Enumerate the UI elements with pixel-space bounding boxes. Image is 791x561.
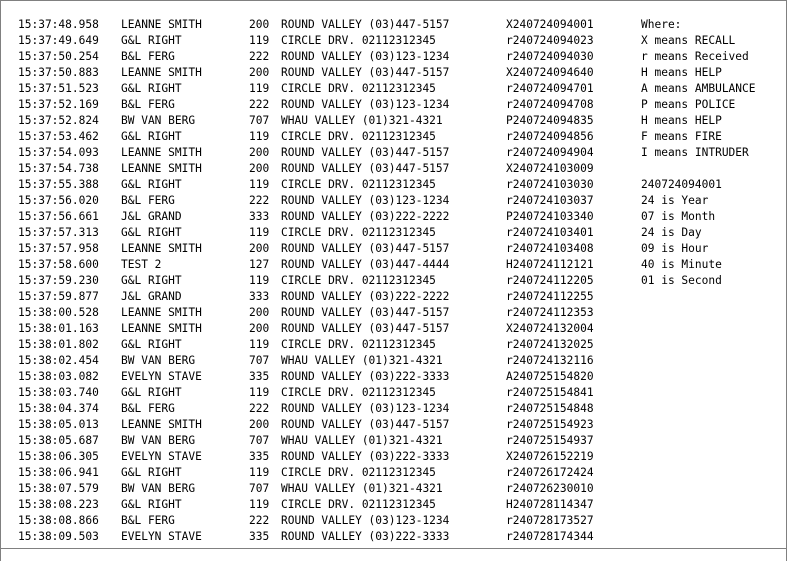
log-event-id: r240726172424: [506, 466, 594, 479]
log-code: 119: [249, 466, 270, 479]
log-address: ROUND VALLEY (03)447-5157: [281, 162, 450, 175]
log-time: 15:38:08.223: [18, 498, 99, 511]
log-code: 200: [249, 322, 270, 335]
log-address: ROUND VALLEY (03)222-3333: [281, 530, 450, 543]
legend-breakdown-line: 40 is Minute: [641, 258, 722, 271]
log-name: EVELYN STAVE: [121, 530, 202, 543]
legend-code-line: X means RECALL: [641, 34, 736, 47]
log-code: 119: [249, 386, 270, 399]
legend-breakdown-line: 07 is Month: [641, 210, 716, 223]
log-code: 222: [249, 194, 270, 207]
log-name: LEANNE SMITH: [121, 162, 202, 175]
log-address: WHAU VALLEY (01)321-4321: [281, 354, 443, 367]
legend-breakdown-line: 01 is Second: [641, 274, 722, 287]
legend-code-line: A means AMBULANCE: [641, 82, 756, 95]
log-address: WHAU VALLEY (01)321-4321: [281, 482, 443, 495]
log-address: CIRCLE DRV. 02112312345: [281, 466, 436, 479]
log-event-id: X240724094001: [506, 18, 594, 31]
log-code: 119: [249, 226, 270, 239]
log-code: 200: [249, 18, 270, 31]
legend-code-line: F means FIRE: [641, 130, 722, 143]
log-address: ROUND VALLEY (03)222-3333: [281, 370, 450, 383]
log-code: 222: [249, 514, 270, 527]
log-time: 15:38:01.802: [18, 338, 99, 351]
log-code: 200: [249, 306, 270, 319]
log-address: CIRCLE DRV. 02112312345: [281, 34, 436, 47]
log-event-id: r240726230010: [506, 482, 594, 495]
log-address: WHAU VALLEY (01)321-4321: [281, 434, 443, 447]
log-address: CIRCLE DRV. 02112312345: [281, 82, 436, 95]
legend-code-line: P means POLICE: [641, 98, 736, 111]
log-event-id: r240725154848: [506, 402, 594, 415]
log-name: LEANNE SMITH: [121, 18, 202, 31]
log-name: B&L FERG: [121, 50, 175, 63]
log-name: G&L RIGHT: [121, 498, 182, 511]
log-address: ROUND VALLEY (03)123-1234: [281, 402, 450, 415]
log-code: 222: [249, 50, 270, 63]
log-code: 119: [249, 130, 270, 143]
log-name: J&L GRAND: [121, 290, 182, 303]
log-address: ROUND VALLEY (03)447-5157: [281, 146, 450, 159]
log-address: WHAU VALLEY (01)321-4321: [281, 114, 443, 127]
log-address: CIRCLE DRV. 02112312345: [281, 498, 436, 511]
log-code: 707: [249, 482, 270, 495]
log-code: 119: [249, 274, 270, 287]
log-event-id: r240724094030: [506, 50, 594, 63]
log-name: EVELYN STAVE: [121, 450, 202, 463]
log-time: 15:37:57.313: [18, 226, 99, 239]
log-address: ROUND VALLEY (03)447-5157: [281, 18, 450, 31]
log-name: LEANNE SMITH: [121, 146, 202, 159]
log-time: 15:38:05.013: [18, 418, 99, 431]
log-name: G&L RIGHT: [121, 82, 182, 95]
log-code: 335: [249, 370, 270, 383]
legend-panel: [641, 17, 756, 289]
legend-code-line: r means Received: [641, 50, 749, 63]
log-code: 200: [249, 242, 270, 255]
log-event-id: r240725154841: [506, 386, 594, 399]
log-address: ROUND VALLEY (03)447-5157: [281, 306, 450, 319]
log-time: 15:37:54.093: [18, 146, 99, 159]
log-time: 15:38:06.941: [18, 466, 99, 479]
log-event-id: X240724103009: [506, 162, 594, 175]
log-code: 119: [249, 82, 270, 95]
log-address: ROUND VALLEY (03)447-5157: [281, 322, 450, 335]
log-address: CIRCLE DRV. 02112312345: [281, 386, 436, 399]
log-name: BW VAN BERG: [121, 354, 196, 367]
legend-spacer: [641, 161, 756, 177]
log-time: 15:38:06.305: [18, 450, 99, 463]
log-code: 333: [249, 290, 270, 303]
log-name: TEST 2: [121, 258, 162, 271]
log-event-id: r240724103030: [506, 178, 594, 191]
log-name: EVELYN STAVE: [121, 370, 202, 383]
log-window-bottom-border: [0, 548, 787, 549]
legend-example-id: 240724094001: [641, 178, 722, 191]
log-event-id: P240724103340: [506, 210, 594, 223]
log-name: G&L RIGHT: [121, 386, 182, 399]
log-event-id: r240724094856: [506, 130, 594, 143]
log-time: 15:38:01.163: [18, 322, 99, 335]
legend-code-line: I means INTRUDER: [641, 146, 749, 159]
log-name: LEANNE SMITH: [121, 66, 202, 79]
log-address: ROUND VALLEY (03)447-4444: [281, 258, 450, 271]
log-event-id: r240724132025: [506, 338, 594, 351]
log-time: 15:37:59.230: [18, 274, 99, 287]
log-event-id: r240724094023: [506, 34, 594, 47]
log-event-id: X240724094640: [506, 66, 594, 79]
legend-code-line: H means HELP: [641, 66, 722, 79]
log-address: ROUND VALLEY (03)447-5157: [281, 66, 450, 79]
log-event-id: r240728174344: [506, 530, 594, 543]
log-code: 127: [249, 258, 270, 271]
log-code: 222: [249, 402, 270, 415]
log-name: J&L GRAND: [121, 210, 182, 223]
log-time: 15:37:56.020: [18, 194, 99, 207]
log-name: BW VAN BERG: [121, 434, 196, 447]
log-name: LEANNE SMITH: [121, 418, 202, 431]
log-address: CIRCLE DRV. 02112312345: [281, 338, 436, 351]
log-time: 15:38:07.579: [18, 482, 99, 495]
log-time: 15:38:08.866: [18, 514, 99, 527]
log-time: 15:37:48.958: [18, 18, 99, 31]
log-address: ROUND VALLEY (03)222-2222: [281, 290, 450, 303]
log-code: 707: [249, 114, 270, 127]
log-code: 335: [249, 530, 270, 543]
log-time: 15:37:56.661: [18, 210, 99, 223]
log-address: CIRCLE DRV. 02112312345: [281, 226, 436, 239]
log-code: 200: [249, 146, 270, 159]
log-address: ROUND VALLEY (03)447-5157: [281, 418, 450, 431]
log-address: CIRCLE DRV. 02112312345: [281, 130, 436, 143]
log-name: B&L FERG: [121, 402, 175, 415]
log-time: 15:37:52.824: [18, 114, 99, 127]
log-time: 15:37:54.738: [18, 162, 99, 175]
legend-heading: Where:: [641, 18, 682, 31]
log-name: BW VAN BERG: [121, 482, 196, 495]
log-time: 15:38:04.374: [18, 402, 99, 415]
log-code: 119: [249, 338, 270, 351]
log-name: LEANNE SMITH: [121, 242, 202, 255]
log-name: B&L FERG: [121, 98, 175, 111]
legend-breakdown-line: 09 is Hour: [641, 242, 709, 255]
log-name: BW VAN BERG: [121, 114, 196, 127]
log-time: 15:37:50.883: [18, 66, 99, 79]
log-time: 15:37:57.958: [18, 242, 99, 255]
log-code: 119: [249, 498, 270, 511]
log-event-id: X240726152219: [506, 450, 594, 463]
log-name: B&L FERG: [121, 194, 175, 207]
log-code: 119: [249, 178, 270, 191]
log-code: 707: [249, 354, 270, 367]
legend-code-line: H means HELP: [641, 114, 722, 127]
log-event-id: r240724112205: [506, 274, 594, 287]
log-code: 707: [249, 434, 270, 447]
log-address: CIRCLE DRV. 02112312345: [281, 178, 436, 191]
log-event-id: r240725154937: [506, 434, 594, 447]
log-event-id: r240724094701: [506, 82, 594, 95]
log-code: 119: [249, 34, 270, 47]
log-address: ROUND VALLEY (03)123-1234: [281, 194, 450, 207]
log-event-id: r240724103037: [506, 194, 594, 207]
log-time: 15:38:05.687: [18, 434, 99, 447]
log-event-id: r240724103401: [506, 226, 594, 239]
log-name: G&L RIGHT: [121, 274, 182, 287]
log-address: CIRCLE DRV. 02112312345: [281, 274, 436, 287]
log-event-id: r240724112353: [506, 306, 594, 319]
log-event-id: r240724094904: [506, 146, 594, 159]
log-address: ROUND VALLEY (03)222-2222: [281, 210, 450, 223]
log-time: 15:37:59.877: [18, 290, 99, 303]
log-time: 15:37:50.254: [18, 50, 99, 63]
log-time: 15:37:52.169: [18, 98, 99, 111]
log-address: ROUND VALLEY (03)222-3333: [281, 450, 450, 463]
legend-breakdown-line: 24 is Day: [641, 226, 702, 239]
log-event-id: H240728114347: [506, 498, 594, 511]
log-name: LEANNE SMITH: [121, 306, 202, 319]
log-time: 15:38:03.740: [18, 386, 99, 399]
log-time: 15:38:09.503: [18, 530, 99, 543]
log-time: 15:38:02.454: [18, 354, 99, 367]
log-name: B&L FERG: [121, 514, 175, 527]
log-name: G&L RIGHT: [121, 34, 182, 47]
log-code: 200: [249, 162, 270, 175]
log-event-id: A240725154820: [506, 370, 594, 383]
log-code: 333: [249, 210, 270, 223]
log-time: 15:37:58.600: [18, 258, 99, 271]
log-code: 335: [249, 450, 270, 463]
log-code: 222: [249, 98, 270, 111]
log-event-id: H240724112121: [506, 258, 594, 271]
log-address: ROUND VALLEY (03)123-1234: [281, 514, 450, 527]
log-name: G&L RIGHT: [121, 338, 182, 351]
log-event-id: X240724132004: [506, 322, 594, 335]
log-name: G&L RIGHT: [121, 178, 182, 191]
log-name: G&L RIGHT: [121, 130, 182, 143]
log-time: 15:38:03.082: [18, 370, 99, 383]
log-event-id: r240724112255: [506, 290, 594, 303]
log-code: 200: [249, 418, 270, 431]
log-name: G&L RIGHT: [121, 466, 182, 479]
log-event-id: r240724094708: [506, 98, 594, 111]
log-time: 15:38:00.528: [18, 306, 99, 319]
log-code: 200: [249, 66, 270, 79]
log-event-id: r240725154923: [506, 418, 594, 431]
log-time: 15:37:55.388: [18, 178, 99, 191]
log-address: ROUND VALLEY (03)123-1234: [281, 98, 450, 111]
log-time: 15:37:49.649: [18, 34, 99, 47]
log-time: 15:37:51.523: [18, 82, 99, 95]
log-address: ROUND VALLEY (03)123-1234: [281, 50, 450, 63]
log-event-id: r240728173527: [506, 514, 594, 527]
log-time: 15:37:53.462: [18, 130, 99, 143]
log-address: ROUND VALLEY (03)447-5157: [281, 242, 450, 255]
log-name: LEANNE SMITH: [121, 322, 202, 335]
log-name: G&L RIGHT: [121, 226, 182, 239]
log-event-id: P240724094835: [506, 114, 594, 127]
legend-breakdown-line: 24 is Year: [641, 194, 709, 207]
log-event-id: r240724103408: [506, 242, 594, 255]
log-event-id: r240724132116: [506, 354, 594, 367]
